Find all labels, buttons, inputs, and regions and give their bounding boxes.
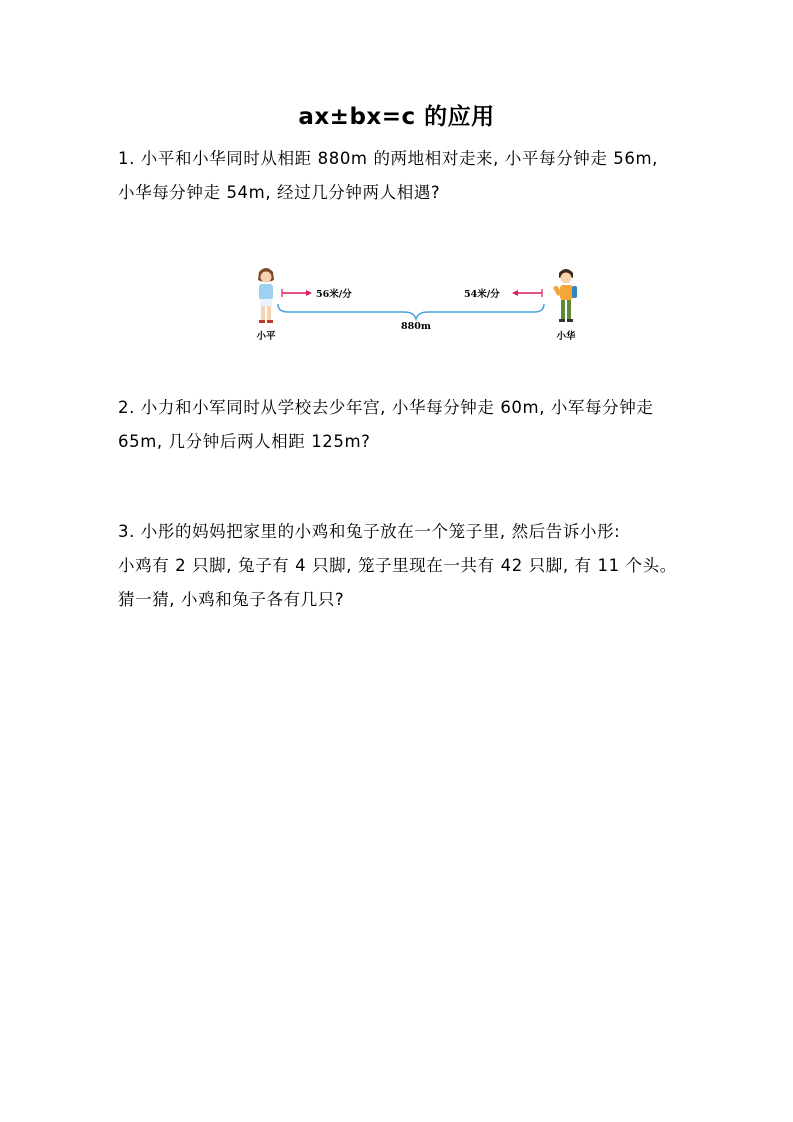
meeting-diagram: [246, 262, 586, 346]
problem-2-line-2: 65m, 几分钟后两人相距 125m?: [118, 432, 371, 451]
left-speed-arrow: [282, 289, 312, 297]
problem-2-line-1: 2. 小力和小军同时从学校去少年宫, 小华每分钟走 60m, 小军每分钟走: [118, 398, 654, 417]
meeting-diagram-svg: [246, 262, 586, 346]
problem-3: [118, 515, 698, 617]
right-person-name: 小华: [556, 331, 576, 342]
left-person-name: 小平: [256, 331, 276, 342]
problem-3-line-2: 小鸡有 2 只脚, 兔子有 4 只脚, 笼子里现在一共有 42 只脚, 有 11 个头。: [118, 556, 677, 575]
girl-figure-icon: [258, 268, 274, 323]
right-speed-arrow: [512, 289, 542, 297]
right-speed-label: 54米/分: [464, 289, 500, 300]
problem-3-line-3: 猜一猜, 小鸡和兔子各有几只?: [118, 590, 345, 609]
left-speed-label: 56米/分: [316, 289, 352, 300]
distance-label: 880m: [401, 321, 431, 332]
boy-figure-icon: [553, 269, 577, 322]
problem-1: [118, 142, 698, 210]
distance-brace: [278, 304, 544, 319]
problem-2: [118, 391, 698, 459]
page-title: ax±bx=c 的应用: [298, 104, 495, 130]
problem-1-line-2: 小华每分钟走 54m, 经过几分钟两人相遇?: [118, 183, 441, 202]
problem-1-line-1: 1. 小平和小华同时从相距 880m 的两地相对走来, 小平每分钟走 56m,: [118, 149, 658, 168]
problem-3-line-1: 3. 小彤的妈妈把家里的小鸡和兔子放在一个笼子里, 然后告诉小彤:: [118, 522, 621, 541]
